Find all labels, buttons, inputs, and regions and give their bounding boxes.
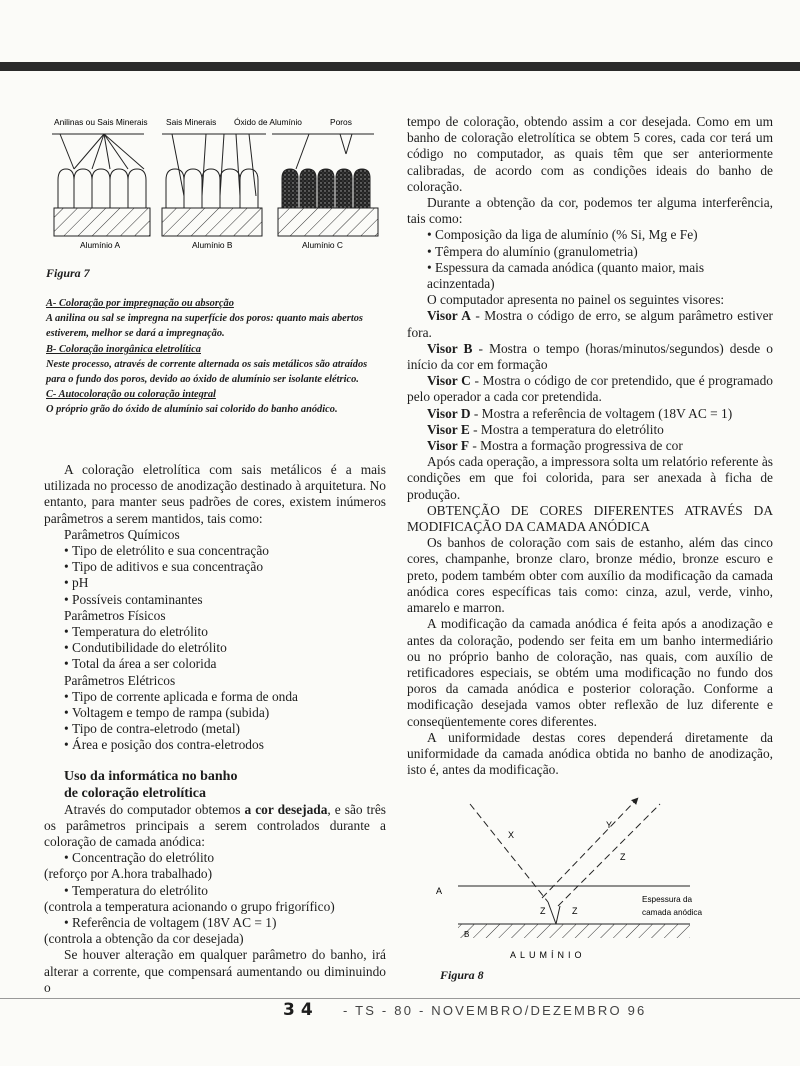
legend-b-head: B- Coloração inorgânica eletrolítica <box>46 343 201 355</box>
visor-label: Visor E <box>427 421 470 437</box>
visor-label: Visor A <box>427 308 471 324</box>
param-group-eletricos: Parâmetros Elétricos <box>64 672 176 688</box>
visor-b <box>407 341 773 373</box>
right-para-2: Durante a obtenção da cor, podemos ter alguma interferência, tais como: <box>407 195 773 227</box>
visor-f <box>407 438 773 454</box>
interference-item: • Têmpera do alumínio (granulometria) <box>407 244 773 260</box>
control-item: • Temperatura do eletrólito <box>44 883 386 899</box>
list-item: • Temperatura do eletrólito <box>44 624 386 640</box>
visor-c <box>407 373 773 405</box>
issue-info: - TS - 80 - NOVEMBRO/DEZEMBRO 96 <box>343 1003 647 1018</box>
left-para-3: Se houver alteração em qualquer parâmetro do banho, irá alterar a corrente, que compensará aumentando ou diminuindo o <box>44 947 386 995</box>
legend-c-head: C- Autocoloração ou coloração integral <box>46 389 216 401</box>
list-item: • Área e posição dos contra-eletrodos <box>44 737 386 753</box>
legend-c-text: O próprio grão do óxido de alumínio sai colorido do banho anódico. <box>46 404 338 416</box>
fig7-panel-b <box>162 134 266 236</box>
list-item: • pH <box>44 575 386 591</box>
legend-a-head: A- Coloração por impregnação ou absorção <box>46 298 234 309</box>
visor-a <box>407 308 773 340</box>
fig7-panel-c <box>272 134 378 236</box>
top-rule <box>0 62 800 71</box>
para-2-end: , e são três os parâmetros principais a serem controlados durante a coloração de camada anódica: <box>44 801 386 850</box>
interference-item: • Composição da liga de alumínio (% Si, Mg e Fe) <box>407 227 773 243</box>
param-group-quimicos: Parâmetros Químicos <box>64 526 180 542</box>
fig7-panel-a <box>52 134 150 236</box>
visor-d <box>407 406 773 422</box>
list-item: • Tipo de corrente aplicada e forma de onda <box>44 689 386 705</box>
section-title <box>44 768 386 802</box>
section-title-line-2: de coloração eletrolítica <box>64 785 207 801</box>
fig8-letter-a: A <box>436 886 443 896</box>
footer-rule <box>0 998 800 999</box>
legend-a-text: A anilina ou sal se impregna na superfície dos poros: quanto mais abertos estiverem, melhor se dará a impregnação. <box>46 313 363 340</box>
control-note: (controla a obtenção da cor desejada) <box>44 931 244 947</box>
param-group-fisicos: Parâmetros Físicos <box>64 607 166 623</box>
fig7-label-aluminio-b: Alumínio B <box>192 240 233 250</box>
fig7-label-aluminio-a: Alumínio A <box>80 240 121 250</box>
list-item: • Condutibilidade do eletrólito <box>44 640 386 656</box>
fig7-label-sais: Sais Minerais <box>166 117 217 127</box>
list-item: • Possíveis contaminantes <box>44 592 386 608</box>
interference-item: • Espessura da camada anódica (quanto maior, mais acinzentada) <box>407 260 773 292</box>
control-note: (reforço por A.hora trabalhado) <box>44 866 213 882</box>
visor-text: - Mostra a formação progressiva de cor <box>469 438 683 454</box>
fig8-ray-z-left: Z <box>540 906 546 916</box>
visor-text: - Mostra o código de erro, se algum parâmetro estiver fora. <box>407 308 774 340</box>
visor-label: Visor C <box>427 373 471 389</box>
list-item: • Tipo de eletrólito e sua concentração <box>44 543 386 559</box>
visor-text: - Mostra a temperatura do eletrólito <box>469 421 664 437</box>
visor-label: Visor B <box>427 340 473 356</box>
right-para-3: O computador apresenta no painel os seguintes visores: <box>427 292 725 308</box>
right-para-6: A modificação da camada anódica é feita após a anodização e antes da coloração, podendo ser feita em um banho intermediário ou no próprio banho de coloração, nas quais, com auxílio de retificadores especiais, se obtém uma modificação no fundo dos poros da camada anódica e posterior coloração. Conforme a modificação desejada vamos obter reflexão de luz diferente e conseqüentemente cores diferentes. <box>407 616 773 729</box>
visor-label: Visor D <box>427 405 471 421</box>
visor-text: - Mostra o tempo (horas/minutos/segundos) desde o início da cor em formação <box>407 340 773 373</box>
fig8-ray-y: Y <box>606 820 613 830</box>
fig7-label-anilinas: Anilinas ou Sais Minerais <box>54 117 148 127</box>
figure-7-diagram <box>44 114 386 254</box>
page-number: 34 <box>283 1000 319 1020</box>
fig8-thickness-1: Espessura da <box>642 895 693 904</box>
para-2-bold: a cor desejada <box>244 801 328 817</box>
figure-7-caption: Figura 7 <box>46 266 90 280</box>
legend-b-text: Neste processo, através de corrente alternada os sais metálicos são atraídos para o fundo dos poros, devido ao óxido de alumínio ser isolante elétrico. <box>46 358 368 386</box>
section-title-line-1: Uso da informática no banho <box>64 768 238 784</box>
control-item: • Concentração do eletrólito <box>44 850 386 866</box>
figure-8-diagram <box>430 790 720 965</box>
fig7-label-oxido: Óxido de Alumínio <box>234 117 302 127</box>
visor-e <box>407 422 773 438</box>
figure-7-legend <box>46 296 386 418</box>
right-para-4: Após cada operação, a impressora solta um relatório referente às condições em que foi colorida, para ser anexada à ficha de produção. <box>407 454 773 502</box>
fig8-ray-x: X <box>508 830 515 840</box>
left-para-2 <box>44 802 386 851</box>
visor-text: - Mostra o código de cor pretendido, que é programado pelo operador a cada cor pretendida. <box>407 373 773 405</box>
fig8-ray-z-right: Z <box>572 906 578 916</box>
fig8-metal: ALUMÍNIO <box>510 950 586 960</box>
right-para-5: Os banhos de coloração com sais de estanho, além das cinco cores, champanhe, bronze claro, bronze médio, bronze escuro e preto, podem também obter com auxílio da modificação da camada anódica cores específicas tais como: cinza, azul, verde, vinho, amarelo e marron. <box>407 535 773 616</box>
fig8-letter-b: B <box>464 930 470 939</box>
right-para-1: tempo de coloração, obtendo assim a cor desejada. Como em um banho de coloração eletrolítica se obtem 5 cores, cada cor terá um código no computador, as quais têm que ser anteriormente calibradas, de acordo com as condições ideais do banho de coloração. <box>407 114 773 194</box>
list-item: • Tipo de contra-eletrodo (metal) <box>44 721 386 737</box>
visor-text: - Mostra a referência de voltagem (18V AC = 1) <box>470 405 733 421</box>
visor-label: Visor F <box>427 438 470 454</box>
fig8-thickness-2: camada anódica <box>642 908 703 917</box>
right-column <box>407 114 773 778</box>
list-item: • Total da área a ser colorida <box>44 656 386 672</box>
list-item: • Voltagem e tempo de rampa (subida) <box>44 705 386 721</box>
left-intro: A coloração eletrolítica com sais metálicos é a mais utilizada no processo de anodização destinado à arquitetura. No entanto, para manter seus padrões de cores, existem inúmeros parâmetros a serem mantidos, tais como: <box>44 462 386 526</box>
para-2-start: Através do computador obtemos <box>64 801 245 817</box>
fig8-ray-z-upper: Z <box>620 852 626 862</box>
list-item: • Tipo de aditivos e sua concentração <box>44 559 386 575</box>
control-note: (controla a temperatura acionando o grupo frigorífico) <box>44 898 335 914</box>
fig7-label-poros: Poros <box>330 117 352 127</box>
control-item: • Referência de voltagem (18V AC = 1) <box>44 915 386 931</box>
fig7-label-aluminio-c: Alumínio C <box>302 240 343 250</box>
figure-8-caption: Figura 8 <box>440 968 484 982</box>
section-heading: OBTENÇÃO DE CORES DIFERENTES ATRAVÉS DA MODIFICAÇÃO DA CAMADA ANÓDICA <box>407 502 773 535</box>
left-column <box>44 462 386 996</box>
right-para-7: A uniformidade destas cores dependerá diretamente da uniformidade da camada anódica obtida no banho de anodização, isto é, antes da modificação. <box>407 729 773 778</box>
